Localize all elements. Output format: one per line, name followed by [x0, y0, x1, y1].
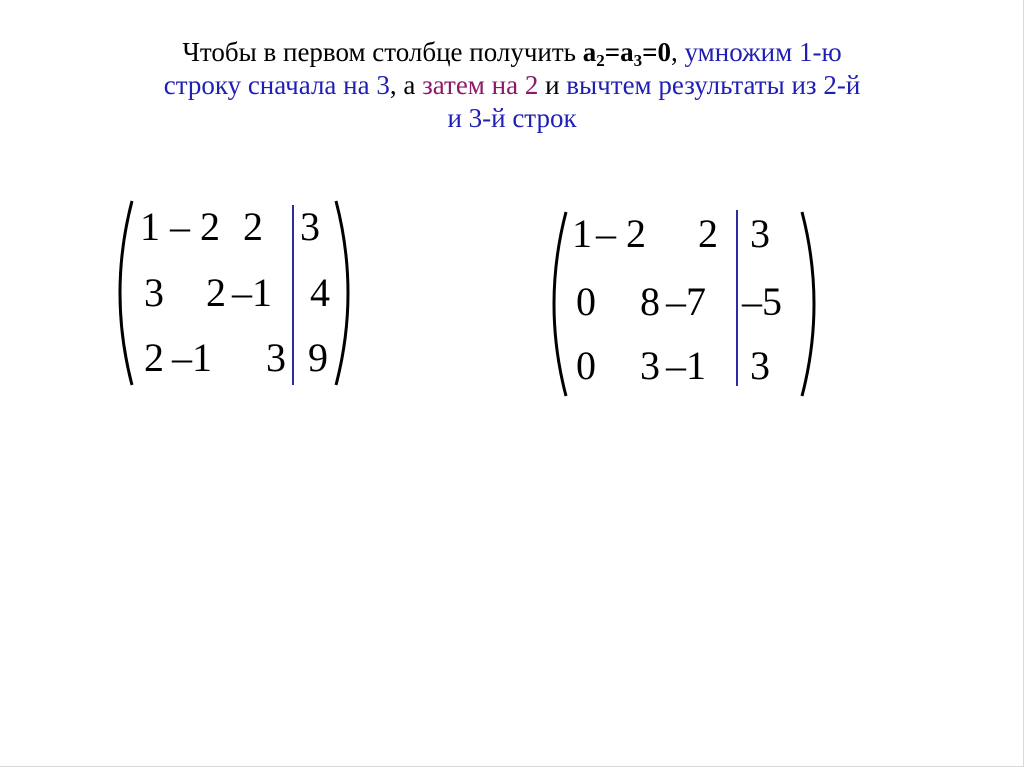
- matrix-left-cell: – 2: [170, 204, 220, 249]
- heading-row-times-3: строку сначала на 3: [163, 70, 390, 100]
- heading-text-1: Чтобы в первом столбце получить: [182, 37, 583, 67]
- slide-heading: [40, 36, 984, 135]
- matrix-right-cell: 3: [640, 343, 660, 388]
- right-paren: [336, 201, 348, 385]
- heading-last-line: и 3-й строк: [447, 103, 577, 133]
- matrix-right-cell: 0: [576, 343, 596, 388]
- left-paren: [554, 212, 566, 396]
- left-paren: [120, 201, 132, 385]
- matrix-left-cell: 2: [243, 204, 263, 249]
- matrix-left-cell: 4: [310, 270, 330, 315]
- matrix-left-cell: 1: [140, 204, 160, 249]
- heading-multiply-text: умножим 1-ю: [684, 37, 842, 67]
- matrix-right-cell: 3: [750, 211, 770, 256]
- matrix-right-cell: 2: [698, 211, 718, 256]
- matrix-left-cell: 3: [144, 270, 164, 315]
- matrix-left-cell: 3: [266, 335, 286, 380]
- matrix-right-cell: –1: [666, 343, 706, 388]
- matrix-right-cell: –5: [742, 279, 782, 324]
- sub-2: 2: [596, 51, 605, 70]
- matrix-right-cell: 0: [576, 279, 596, 324]
- heading-and-text: , а: [389, 70, 423, 100]
- matrix-right-cell: 8: [640, 279, 660, 324]
- matrix-left-cell: 3: [300, 204, 320, 249]
- right-paren: [802, 212, 814, 396]
- heading-condition: [582, 37, 672, 70]
- heading-comma: ,: [671, 37, 685, 67]
- matrix-left-cell: –1: [232, 270, 272, 315]
- matrix-right-cell: –7: [666, 279, 706, 324]
- matrix-left-cell: 2: [206, 270, 226, 315]
- heading-subtract-text: вычтем результаты из 2-й: [566, 70, 861, 100]
- matrix-left-cell: –1: [172, 335, 212, 380]
- sub-3: 3: [633, 51, 643, 70]
- matrix-right: [544, 206, 829, 406]
- heading-and-text-2: и: [538, 70, 567, 100]
- matrix-left: [110, 195, 370, 395]
- matrix-left-cell: 2: [144, 335, 164, 380]
- var-a2: a: [582, 37, 597, 67]
- heading-then-times-2: затем на 2: [422, 70, 539, 100]
- matrix-right-cell: – 2: [596, 211, 646, 256]
- var-a3: a: [620, 37, 634, 67]
- matrix-left-cell: 9: [308, 335, 328, 380]
- eq-2: =0: [642, 37, 672, 67]
- eq-1: =: [604, 37, 621, 67]
- matrix-right-cell: 3: [750, 343, 770, 388]
- matrix-right-cell: 1: [572, 211, 592, 256]
